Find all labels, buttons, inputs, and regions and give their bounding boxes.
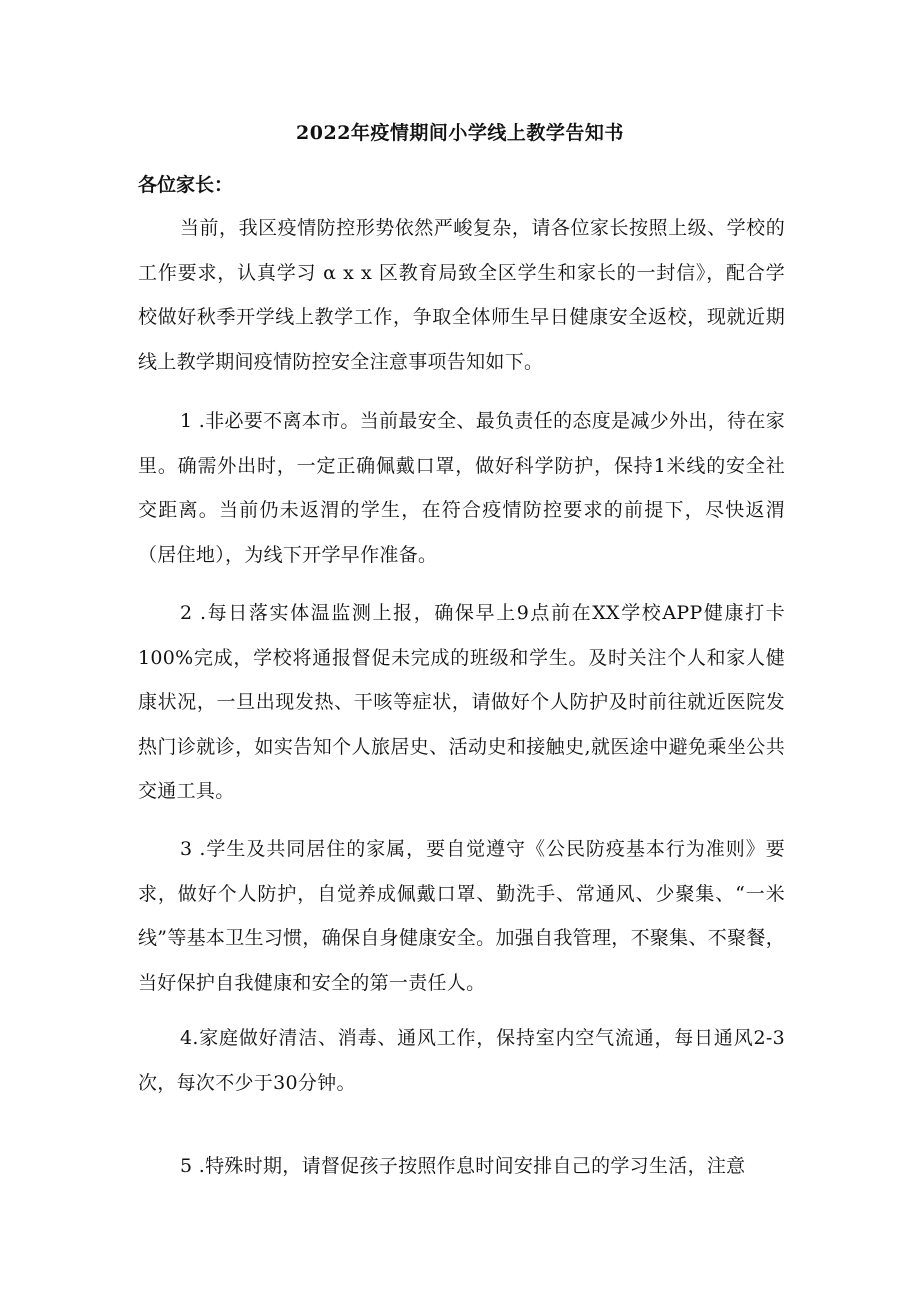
notice-item-1: 1 .非必要不离本市。当前最安全、最负责任的态度是减少外出，待在家里。确需外出时，一定正确佩戴口罩，做好科学防护，保持1米线的安全社交距离。当前仍未返渭的学生，在符合疫情防控要求的前提下，尽快返渭（居住地），为线下开学早作准备。 bbox=[138, 410, 785, 566]
intro-paragraph: 当前，我区疫情防控形势依然严峻复杂，请各位家长按照上级、学校的工作要求，认真学习 α x x 区教育局致全区学生和家长的一封信》，配合学校做好秋季开学线上教学工作，争取全体师生早日健康安全返校，现就近期线上教学期间疫情防控安全注意事项告知如下。 bbox=[138, 217, 785, 373]
salutation: 各位家长： bbox=[138, 174, 234, 196]
notice-item-5: 5 .特殊时期，请督促孩子按照作息时间安排自己的学习生活，注意 bbox=[180, 1155, 746, 1177]
notice-item-4: 4.家庭做好清洁、消毒、通风工作，保持室内空气流通，每日通风2-3次，每次不少于30分钟。 bbox=[138, 1027, 785, 1094]
notice-item-2: 2 .每日落实体温监测上报，确保早上9点前在XX学校APP健康打卡100%完成，学校将通报督促未完成的班级和学生。及时关注个人和家人健康状况，一旦出现发热、干咳等症状，请做好个人防护及时前往就近医院发热门诊就诊，如实告知个人旅居史、活动史和接触史,就医途中避免乘坐公共交通工具。 bbox=[138, 602, 785, 802]
document-title: 2022年疫情期间小学线上教学告知书 bbox=[296, 122, 624, 144]
notice-item-3: 3 .学生及共同居住的家属，要自觉遵守《公民防疫基本行为准则》要求，做好个人防护，自觉养成佩戴口罩、勤洗手、常通风、少聚集、“一米线”等基本卫生习惯，确保自身健康安全。加强自我管理，不聚集、不聚餐，当好保护自我健康和安全的第一责任人。 bbox=[138, 838, 785, 994]
